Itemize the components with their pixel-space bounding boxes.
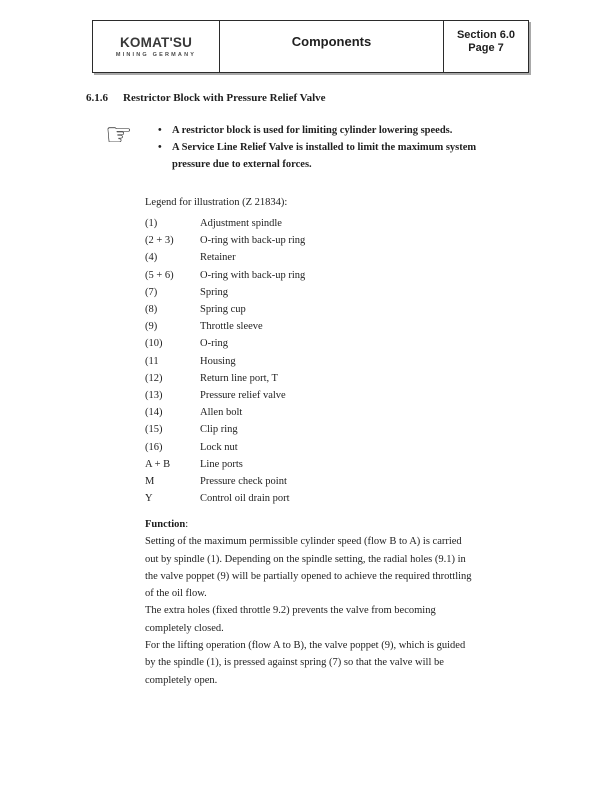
legend-item: [145, 370, 305, 387]
function-text-line: completely open.: [145, 674, 218, 686]
legend-item: [145, 284, 305, 301]
function-text-line: out by spindle (1). Depending on the spindle setting, the radial holes (9.1) in: [145, 553, 466, 565]
legend-item: [145, 490, 305, 507]
legend-list: [145, 215, 305, 507]
legend-item-key: (10): [145, 338, 163, 350]
bullet-icon: •: [158, 142, 162, 153]
legend-item: [145, 335, 305, 352]
note-bullet-1: [158, 122, 558, 139]
legend-item: [145, 215, 305, 232]
page-number: Page 7: [468, 42, 504, 54]
legend-item-key: (9): [145, 321, 158, 333]
legend-item-desc: Pressure relief valve: [200, 390, 286, 402]
komatsu-logo: KOMAT'SU: [119, 34, 193, 50]
function-text-line: by the spindle (1), is pressed against spring (7) so that the valve will be: [145, 657, 444, 669]
legend-item: [145, 318, 305, 335]
document-title: Components: [220, 21, 444, 72]
legend-item: [145, 232, 305, 249]
legend-item-desc: Control oil drain port: [200, 493, 290, 505]
legend-item-key: (11: [145, 355, 159, 367]
legend-item-key: M: [145, 476, 155, 488]
legend-item-key: (4): [145, 252, 158, 264]
legend-item-desc: Lock nut: [200, 441, 238, 453]
legend-item: [145, 267, 305, 284]
legend-item: [145, 404, 305, 421]
legend-item: [145, 456, 305, 473]
heading-title: Restrictor Block with Pressure Relief Valve: [123, 92, 326, 104]
legend-item-key: (13): [145, 390, 163, 402]
legend-item-desc: Allen bolt: [200, 407, 243, 419]
legend-item: [145, 387, 305, 404]
legend-item: [145, 421, 305, 438]
legend-item-desc: O-ring: [200, 338, 228, 350]
legend-item: [145, 439, 305, 456]
legend-item-desc: Spring: [200, 286, 229, 298]
note-bullet-2: [158, 139, 558, 156]
legend-item-desc: Retainer: [200, 252, 236, 264]
legend-item-desc: Throttle sleeve: [200, 321, 263, 333]
logo-cell: [93, 21, 220, 72]
function-text-line: of the oil flow.: [145, 588, 207, 600]
legend-item-key: Y: [145, 493, 153, 505]
legend-item-desc: Spring cup: [200, 304, 246, 316]
pointing-hand-icon: ☞: [105, 117, 133, 153]
function-heading: [145, 516, 545, 533]
function-heading-label: Function: [145, 519, 186, 530]
function-text-line: completely closed.: [145, 622, 224, 634]
legend-item-key: (14): [145, 407, 163, 419]
note-bullet-2-text: A Service Line Relief Valve is installed to limit the maximum system: [172, 142, 477, 153]
legend-item-key: (7): [145, 286, 158, 298]
bullet-icon: •: [158, 125, 162, 136]
legend-item-desc: O-ring with back-up ring: [200, 269, 306, 281]
function-heading-colon: :: [185, 519, 189, 530]
legend-item-desc: Line ports: [200, 458, 243, 470]
section-number: Section 6.0: [456, 28, 516, 41]
legend-item-key: (1): [145, 218, 158, 229]
section-page-cell: [444, 21, 528, 72]
note-list: [158, 122, 558, 173]
legend-item-desc: Clip ring: [200, 424, 238, 436]
note-bullet-2-continuation: [158, 156, 558, 173]
legend-item: [145, 301, 305, 318]
legend-item: [145, 249, 305, 266]
section-heading: [86, 90, 326, 106]
legend-item-desc: Pressure check point: [200, 476, 287, 488]
page-header: [92, 20, 529, 73]
function-text-line: The extra holes (fixed throttle 9.2) prevents the valve from becoming: [145, 605, 436, 617]
legend-item-key: A + B: [145, 458, 171, 470]
function-section: [145, 516, 545, 689]
legend-item-key: (16): [145, 441, 163, 453]
legend-item: [145, 473, 305, 490]
legend-item-key: (5 + 6): [145, 269, 174, 281]
legend-item-desc: O-ring with back-up ring: [200, 235, 306, 247]
legend-item-desc: Return line port, T: [200, 372, 278, 384]
legend-item-desc: Housing: [200, 355, 236, 367]
komatsu-logo-subtitle: MINING GERMANY: [115, 51, 197, 58]
legend-item-key: (15): [145, 424, 163, 436]
note-bullet-2-text-line2: pressure due to external forces.: [172, 159, 312, 170]
legend-item: [145, 353, 305, 370]
legend-item-key: (2 + 3): [145, 235, 174, 247]
legend-item-key: (12): [145, 372, 163, 384]
function-text-line: the valve poppet (9) will be partially opened to achieve the required throttling: [145, 570, 472, 582]
heading-number: 6.1.6: [86, 92, 108, 104]
legend-title: Legend for illustration (Z 21834):: [145, 197, 288, 208]
function-text-line: Setting of the maximum permissible cylinder speed (flow B to A) is carried: [145, 536, 462, 548]
legend-item-desc: Adjustment spindle: [200, 218, 282, 229]
note-bullet-1-text: A restrictor block is used for limiting cylinder lowering speeds.: [172, 125, 453, 136]
function-text-line: For the lifting operation (flow A to B), the valve poppet (9), which is guided: [145, 640, 466, 652]
legend-item-key: (8): [145, 304, 158, 316]
